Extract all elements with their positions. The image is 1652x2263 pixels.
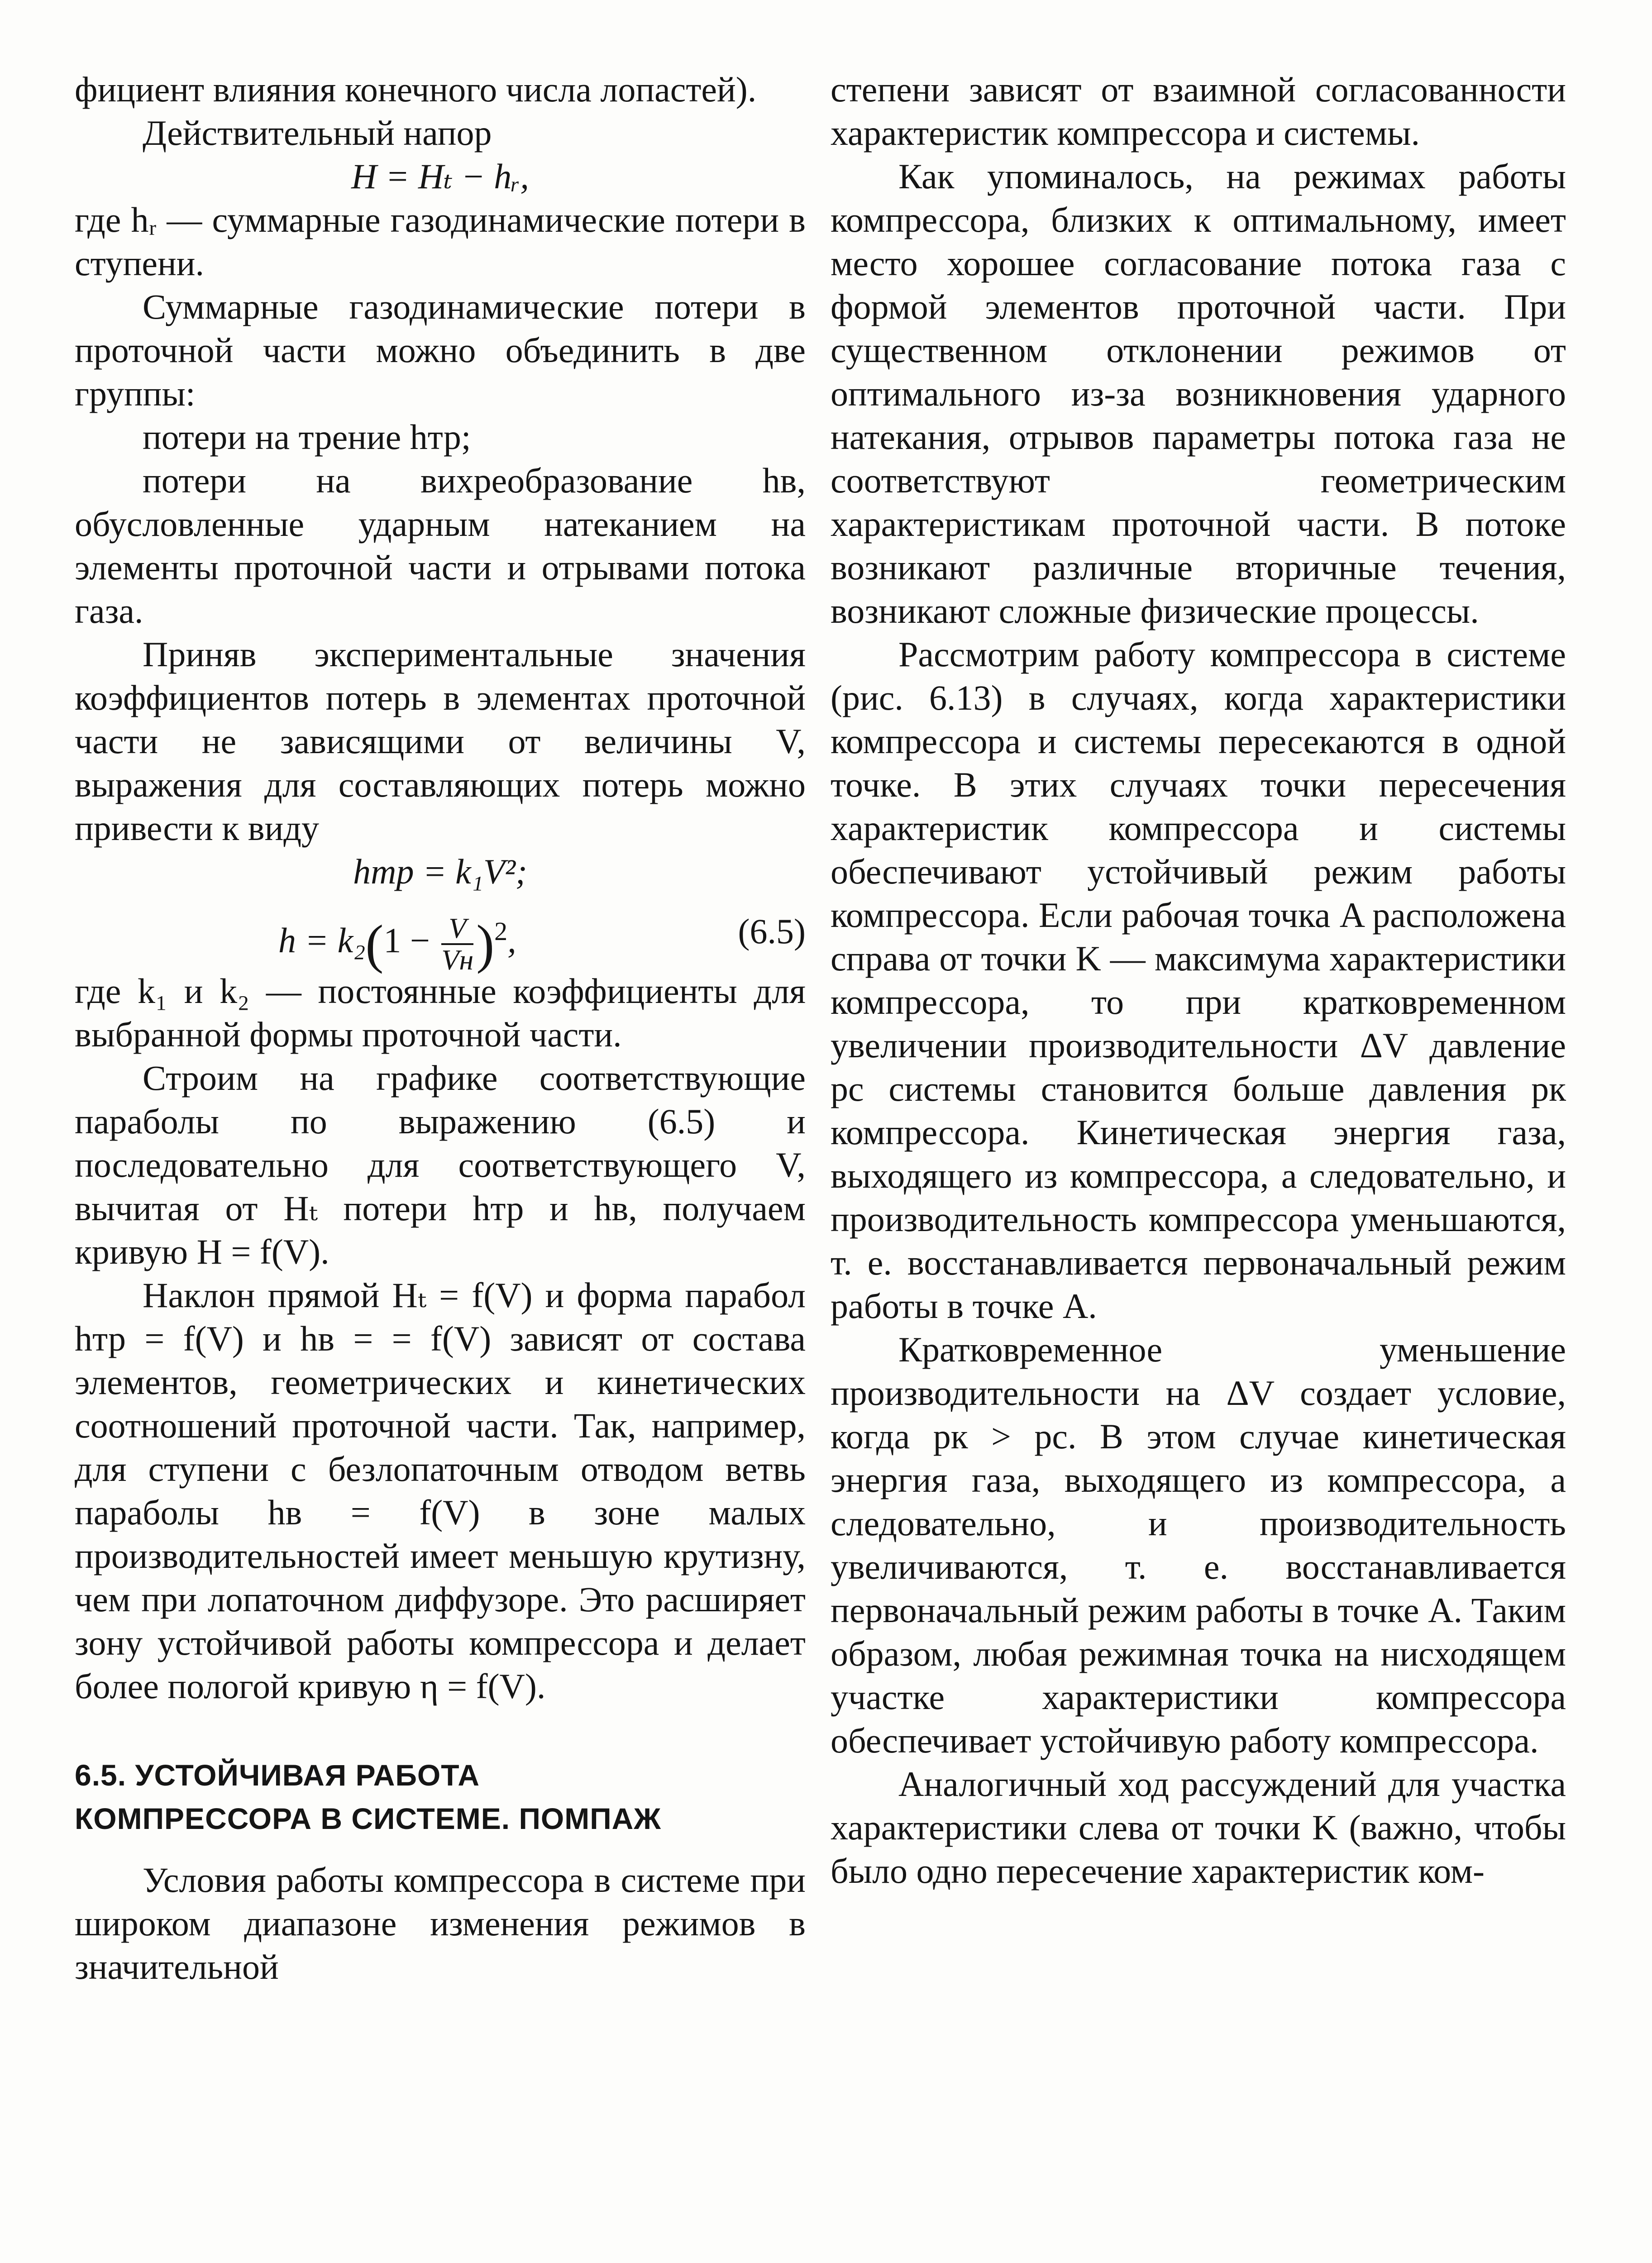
- formula-exponent: 2: [494, 917, 508, 946]
- formula-friction-loss: hтр = k₁V²;: [353, 852, 527, 891]
- fraction-denominator: Vн: [441, 944, 474, 976]
- formula-body: [278, 910, 516, 975]
- paragraph: Строим на графике соответствующие параболы по выражению (6.5) и последовательно для соответствующего V, вычитая от Hₜ потери hтр и hв, получаем кривую H = f(V).: [75, 1058, 806, 1271]
- equation-number: (6.5): [738, 912, 806, 951]
- heading-line: 6.5. УСТОЙЧИВАЯ РАБОТА: [75, 1758, 480, 1792]
- paragraph: потери на вихреобразование hв, обусловленные ударным натеканием на элементы проточной части и отрывами потока газа.: [75, 461, 806, 630]
- formula-lhs: h = k₂: [278, 921, 366, 960]
- formula-one: 1 −: [383, 921, 430, 960]
- paragraph: Наклон прямой Hₜ = f(V) и форма парабол hтр = f(V) и hв = = f(V) зависят от состава элементов, геометрических и кинетических соотношений проточной части. Так, например, для ступени с безлопаточным отводом ветвь параболы hв = f(V) в зоне малых производительностей имеет меньшую крутизну, чем при лопаточном диффузоре. Это расширяет зону устойчивой работы компрессора и делает более пологой кривую η = f(V).: [75, 1275, 806, 1706]
- paragraph: Приняв экспериментальные значения коэффициентов потерь в элементах проточной части не зависящими от величины V, выражения для составляющих потерь можно привести к виду: [75, 635, 806, 848]
- paragraph: потери на трение hтр;: [143, 417, 471, 457]
- fraction-numerator: V: [441, 913, 473, 945]
- paragraph: Рассмотрим работу компрессора в системе (рис. 6.13) в случаях, когда характеристики компрессора и системы пересекаются в одной точке. В этих случаях точки пересечения характеристик компрессора и системы обеспечивают устойчивый режим работы компрессора. Если рабочая точка A расположена справа от точки K — максимума характеристики компрессора, то при кратковременном увеличении производительности ΔV давление pс системы становится больше давления pк компрессора. Кинетическая энергия газа, выходящего из компрессора, а следовательно, и производительность компрессора уменьшаются, т. е. восстанавливается первоначальный режим работы в точке A.: [831, 635, 1566, 1326]
- paragraph: Аналогичный ход рассуждений для участка характеристики слева от точки K (важно, чтобы было одно пересечение характеристик ком-: [831, 1764, 1566, 1891]
- section-heading: [75, 1753, 806, 1840]
- paragraph: Как упоминалось, на режимах работы компрессора, близких к оптимальному, имеет место хорошее согласование потока газа с формой элементов проточной части. При существенном отклонении режимов от оптимального из-за возникновения ударного натекания, отрывов параметры потока газа не соответствуют геометрическим характеристикам проточной части. В потоке возникают различные вторичные течения, возникают сложные физические процессы.: [831, 157, 1566, 630]
- paren-open: (: [365, 914, 384, 974]
- paragraph: Условия работы компрессора в системе при широком диапазоне изменения режимов в значительной: [75, 1860, 806, 1986]
- formula-effective-head: H = Hₜ − hᵣ,: [351, 157, 529, 196]
- right-column: [831, 68, 1566, 1893]
- paren-close: ): [476, 914, 495, 974]
- formula-fraction: [441, 913, 473, 975]
- heading-line: КОМПРЕССОРА В СИСТЕМЕ. ПОМПАЖ: [75, 1802, 661, 1835]
- paragraph: фициент влияния конечного числа лопастей).: [75, 70, 757, 109]
- paragraph: Действительный напор: [143, 113, 492, 153]
- paragraph: где hᵣ — суммарные газодинамические потери в ступени.: [75, 200, 806, 283]
- left-column: [75, 68, 806, 1989]
- paragraph: где k₁ и k₂ — постоянные коэффициенты для выбранной формы проточной части.: [75, 971, 806, 1054]
- paragraph: Кратковременное уменьшение производительности на ΔV создает условие, когда pк > pс. В этом случае кинетическая энергия газа, выходящего из компрессора, а следовательно, и производительность увеличиваются, т. е. восстанавливается первоначальный режим работы в точке A. Таким образом, любая режимная точка на нисходящем участке характеристики компрессора обеспечивает устойчивую работу компрессора.: [831, 1330, 1566, 1760]
- paragraph: степени зависят от взаимной согласованности характеристик компрессора и системы.: [831, 70, 1566, 153]
- formula-vortex-loss: [75, 893, 806, 976]
- formula-tail: ,: [507, 921, 516, 960]
- paragraph: Суммарные газодинамические потери в проточной части можно объединить в две группы:: [75, 287, 806, 413]
